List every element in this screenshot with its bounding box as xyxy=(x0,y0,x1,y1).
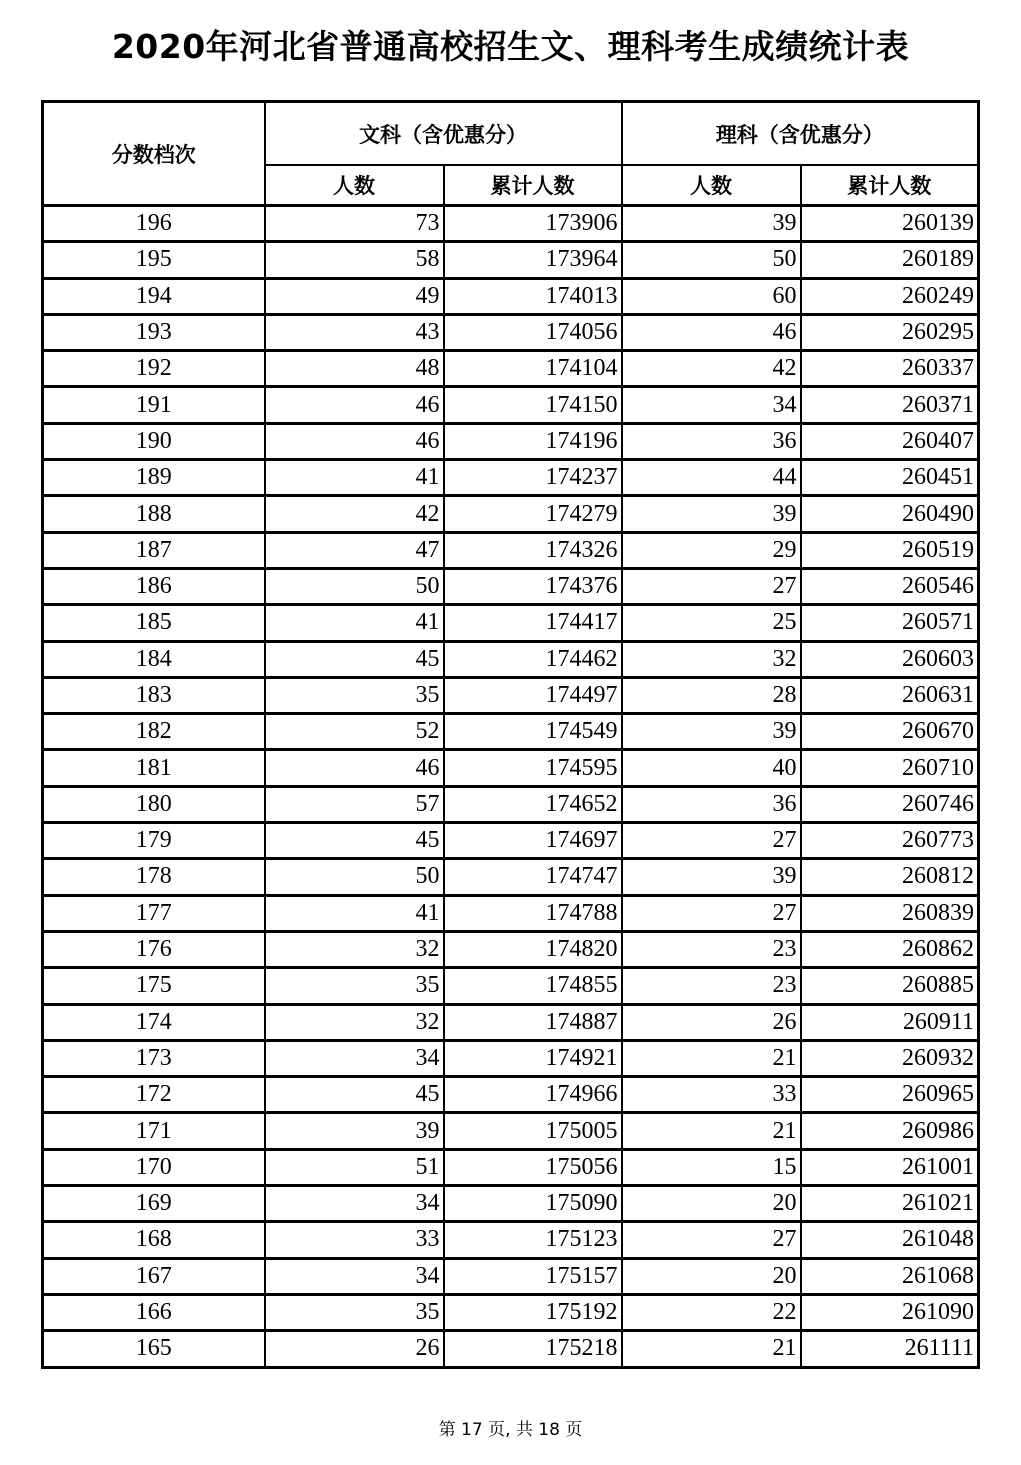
liberal-arts-cumulative-cell: 174462 xyxy=(444,641,622,677)
science-count-cell: 27 xyxy=(622,823,801,859)
science-cumulative-cell: 261048 xyxy=(801,1222,979,1258)
table-row xyxy=(43,460,979,496)
liberal-arts-cumulative-cell: 173906 xyxy=(444,206,622,242)
liberal-arts-cumulative-cell: 175090 xyxy=(444,1186,622,1222)
science-count-cell: 40 xyxy=(622,750,801,786)
liberal-arts-count-cell: 35 xyxy=(265,968,444,1004)
score-cell: 191 xyxy=(43,387,265,423)
liberal-arts-count-cell: 33 xyxy=(265,1222,444,1258)
science-count-cell: 46 xyxy=(622,314,801,350)
liberal-arts-count-cell: 34 xyxy=(265,1186,444,1222)
liberal-arts-count-cell: 32 xyxy=(265,931,444,967)
liberal-arts-count-cell: 46 xyxy=(265,423,444,459)
score-cell: 181 xyxy=(43,750,265,786)
science-count-cell: 50 xyxy=(622,242,801,278)
liberal-arts-count-cell: 46 xyxy=(265,750,444,786)
score-cell: 175 xyxy=(43,968,265,1004)
science-cumulative-cell: 260862 xyxy=(801,931,979,967)
liberal-arts-count-cell: 34 xyxy=(265,1258,444,1294)
liberal-arts-cumulative-cell: 174196 xyxy=(444,423,622,459)
science-cumulative-cell: 260295 xyxy=(801,314,979,350)
science-count-cell: 27 xyxy=(622,1222,801,1258)
liberal-arts-cumulative-cell: 174697 xyxy=(444,823,622,859)
science-cumulative-cell: 260965 xyxy=(801,1077,979,1113)
liberal-arts-count-cell: 32 xyxy=(265,1004,444,1040)
liberal-arts-cumulative-cell: 174887 xyxy=(444,1004,622,1040)
table-row xyxy=(43,1040,979,1076)
liberal-arts-cumulative-cell: 174921 xyxy=(444,1040,622,1076)
science-cumulative-cell: 260986 xyxy=(801,1113,979,1149)
liberal-arts-cumulative-cell: 174788 xyxy=(444,895,622,931)
score-cell: 166 xyxy=(43,1294,265,1330)
science-cumulative-cell: 260371 xyxy=(801,387,979,423)
score-cell: 182 xyxy=(43,714,265,750)
table-row xyxy=(43,1222,979,1258)
table-row xyxy=(43,1258,979,1294)
table-body xyxy=(43,206,979,1368)
table-row xyxy=(43,1077,979,1113)
liberal-arts-count-cell: 58 xyxy=(265,242,444,278)
liberal-arts-count-cell: 39 xyxy=(265,1113,444,1149)
table-row xyxy=(43,750,979,786)
liberal-arts-count-cell: 45 xyxy=(265,1077,444,1113)
table-row xyxy=(43,206,979,242)
liberal-arts-cumulative-cell: 174652 xyxy=(444,786,622,822)
liberal-arts-count-cell: 47 xyxy=(265,532,444,568)
science-count-cell: 23 xyxy=(622,931,801,967)
science-cumulative-cell: 260631 xyxy=(801,677,979,713)
score-cell: 169 xyxy=(43,1186,265,1222)
liberal-arts-cumulative-cell: 174326 xyxy=(444,532,622,568)
science-cumulative-cell: 260670 xyxy=(801,714,979,750)
science-count-cell: 20 xyxy=(622,1186,801,1222)
liberal-arts-count-cell: 48 xyxy=(265,351,444,387)
science-cumulative-cell: 260519 xyxy=(801,532,979,568)
liberal-arts-cumulative-cell: 175192 xyxy=(444,1294,622,1330)
score-cell: 190 xyxy=(43,423,265,459)
science-cumulative-cell: 260337 xyxy=(801,351,979,387)
table-row xyxy=(43,387,979,423)
science-count-cell: 60 xyxy=(622,278,801,314)
liberal-arts-cumulative-cell: 175056 xyxy=(444,1149,622,1185)
table-row xyxy=(43,1331,979,1367)
science-count-cell: 39 xyxy=(622,714,801,750)
science-cumulative-cell: 260571 xyxy=(801,605,979,641)
liberal-arts-count-cell: 51 xyxy=(265,1149,444,1185)
liberal-arts-count-cell: 35 xyxy=(265,1294,444,1330)
liberal-arts-cumulative-cell: 174376 xyxy=(444,568,622,604)
science-cumulative-cell: 260451 xyxy=(801,460,979,496)
score-cell: 196 xyxy=(43,206,265,242)
liberal-arts-count-cell: 26 xyxy=(265,1331,444,1367)
score-cell: 176 xyxy=(43,931,265,967)
liberal-arts-count-cell: 52 xyxy=(265,714,444,750)
score-cell: 193 xyxy=(43,314,265,350)
table-row xyxy=(43,895,979,931)
table-row xyxy=(43,568,979,604)
science-cumulative-cell: 260546 xyxy=(801,568,979,604)
liberal-arts-count-cell: 50 xyxy=(265,568,444,604)
table-row xyxy=(43,859,979,895)
science-count-cell: 15 xyxy=(622,1149,801,1185)
score-statistics-table xyxy=(41,100,980,1369)
liberal-arts-count-header: 人数 xyxy=(265,165,444,206)
liberal-arts-cumulative-cell: 174237 xyxy=(444,460,622,496)
score-cell: 178 xyxy=(43,859,265,895)
liberal-arts-cumulative-header: 累计人数 xyxy=(444,165,622,206)
science-count-cell: 23 xyxy=(622,968,801,1004)
liberal-arts-cumulative-cell: 174279 xyxy=(444,496,622,532)
science-cumulative-header: 累计人数 xyxy=(801,165,979,206)
liberal-arts-count-cell: 50 xyxy=(265,859,444,895)
score-cell: 185 xyxy=(43,605,265,641)
score-cell: 194 xyxy=(43,278,265,314)
science-cumulative-cell: 261111 xyxy=(801,1331,979,1367)
table-row xyxy=(43,314,979,350)
science-cumulative-cell: 260189 xyxy=(801,242,979,278)
science-cumulative-cell: 260839 xyxy=(801,895,979,931)
score-cell: 168 xyxy=(43,1222,265,1258)
liberal-arts-count-cell: 43 xyxy=(265,314,444,350)
score-level-header: 分数档次 xyxy=(43,102,265,206)
table-row xyxy=(43,496,979,532)
science-count-cell: 32 xyxy=(622,641,801,677)
table-row xyxy=(43,532,979,568)
science-count-cell: 21 xyxy=(622,1040,801,1076)
table-row xyxy=(43,931,979,967)
liberal-arts-cumulative-cell: 175218 xyxy=(444,1331,622,1367)
score-cell: 187 xyxy=(43,532,265,568)
table-row xyxy=(43,677,979,713)
score-cell: 192 xyxy=(43,351,265,387)
liberal-arts-cumulative-cell: 174549 xyxy=(444,714,622,750)
liberal-arts-count-cell: 34 xyxy=(265,1040,444,1076)
science-cumulative-cell: 261021 xyxy=(801,1186,979,1222)
liberal-arts-count-cell: 41 xyxy=(265,895,444,931)
liberal-arts-cumulative-cell: 174497 xyxy=(444,677,622,713)
table-row xyxy=(43,968,979,1004)
score-cell: 195 xyxy=(43,242,265,278)
science-group-header: 理科（含优惠分） xyxy=(622,102,979,166)
science-count-cell: 28 xyxy=(622,677,801,713)
liberal-arts-cumulative-cell: 174056 xyxy=(444,314,622,350)
science-cumulative-cell: 260407 xyxy=(801,423,979,459)
science-cumulative-cell: 260139 xyxy=(801,206,979,242)
liberal-arts-cumulative-cell: 174855 xyxy=(444,968,622,1004)
score-cell: 188 xyxy=(43,496,265,532)
science-count-cell: 21 xyxy=(622,1113,801,1149)
science-cumulative-cell: 260490 xyxy=(801,496,979,532)
table-row xyxy=(43,242,979,278)
liberal-arts-cumulative-cell: 174966 xyxy=(444,1077,622,1113)
liberal-arts-group-header: 文科（含优惠分） xyxy=(265,102,622,166)
liberal-arts-count-cell: 73 xyxy=(265,206,444,242)
liberal-arts-cumulative-cell: 175123 xyxy=(444,1222,622,1258)
science-cumulative-cell: 261001 xyxy=(801,1149,979,1185)
science-cumulative-cell: 260932 xyxy=(801,1040,979,1076)
liberal-arts-cumulative-cell: 174417 xyxy=(444,605,622,641)
science-count-cell: 20 xyxy=(622,1258,801,1294)
score-cell: 184 xyxy=(43,641,265,677)
liberal-arts-cumulative-cell: 174013 xyxy=(444,278,622,314)
science-cumulative-cell: 261068 xyxy=(801,1258,979,1294)
table-row xyxy=(43,278,979,314)
science-cumulative-cell: 260911 xyxy=(801,1004,979,1040)
table-row xyxy=(43,1186,979,1222)
science-count-cell: 36 xyxy=(622,786,801,822)
liberal-arts-count-cell: 45 xyxy=(265,641,444,677)
science-cumulative-cell: 260773 xyxy=(801,823,979,859)
table-row xyxy=(43,423,979,459)
liberal-arts-cumulative-cell: 174820 xyxy=(444,931,622,967)
table-row xyxy=(43,1113,979,1149)
table-row xyxy=(43,1149,979,1185)
page-title: 2020年河北省普通高校招生文、理科考生成绩统计表 xyxy=(111,27,910,66)
science-cumulative-cell: 261090 xyxy=(801,1294,979,1330)
score-cell: 173 xyxy=(43,1040,265,1076)
science-cumulative-cell: 260603 xyxy=(801,641,979,677)
liberal-arts-count-cell: 45 xyxy=(265,823,444,859)
science-count-header: 人数 xyxy=(622,165,801,206)
science-cumulative-cell: 260746 xyxy=(801,786,979,822)
liberal-arts-cumulative-cell: 174747 xyxy=(444,859,622,895)
score-cell: 167 xyxy=(43,1258,265,1294)
score-cell: 170 xyxy=(43,1149,265,1185)
page-number: 第 17 页, 共 18 页 xyxy=(438,1420,583,1440)
liberal-arts-count-cell: 57 xyxy=(265,786,444,822)
science-count-cell: 39 xyxy=(622,206,801,242)
liberal-arts-cumulative-cell: 174104 xyxy=(444,351,622,387)
score-cell: 180 xyxy=(43,786,265,822)
science-count-cell: 34 xyxy=(622,387,801,423)
liberal-arts-cumulative-cell: 174595 xyxy=(444,750,622,786)
liberal-arts-cumulative-cell: 174150 xyxy=(444,387,622,423)
score-cell: 172 xyxy=(43,1077,265,1113)
score-cell: 177 xyxy=(43,895,265,931)
liberal-arts-count-cell: 41 xyxy=(265,460,444,496)
table-row xyxy=(43,1294,979,1330)
score-cell: 186 xyxy=(43,568,265,604)
score-cell: 171 xyxy=(43,1113,265,1149)
liberal-arts-count-cell: 46 xyxy=(265,387,444,423)
science-cumulative-cell: 260885 xyxy=(801,968,979,1004)
table-row xyxy=(43,823,979,859)
science-count-cell: 33 xyxy=(622,1077,801,1113)
liberal-arts-count-cell: 42 xyxy=(265,496,444,532)
table-row xyxy=(43,351,979,387)
science-count-cell: 39 xyxy=(622,496,801,532)
science-count-cell: 27 xyxy=(622,895,801,931)
liberal-arts-count-cell: 35 xyxy=(265,677,444,713)
score-cell: 189 xyxy=(43,460,265,496)
science-count-cell: 42 xyxy=(622,351,801,387)
science-count-cell: 25 xyxy=(622,605,801,641)
science-count-cell: 21 xyxy=(622,1331,801,1367)
science-count-cell: 26 xyxy=(622,1004,801,1040)
table-row xyxy=(43,605,979,641)
score-cell: 179 xyxy=(43,823,265,859)
table-header xyxy=(43,102,979,206)
science-count-cell: 44 xyxy=(622,460,801,496)
science-count-cell: 36 xyxy=(622,423,801,459)
table-row xyxy=(43,714,979,750)
liberal-arts-cumulative-cell: 175157 xyxy=(444,1258,622,1294)
liberal-arts-count-cell: 41 xyxy=(265,605,444,641)
science-count-cell: 29 xyxy=(622,532,801,568)
score-cell: 165 xyxy=(43,1331,265,1367)
table-row xyxy=(43,786,979,822)
science-cumulative-cell: 260710 xyxy=(801,750,979,786)
liberal-arts-cumulative-cell: 175005 xyxy=(444,1113,622,1149)
liberal-arts-count-cell: 49 xyxy=(265,278,444,314)
science-count-cell: 27 xyxy=(622,568,801,604)
liberal-arts-cumulative-cell: 173964 xyxy=(444,242,622,278)
score-cell: 183 xyxy=(43,677,265,713)
table-row xyxy=(43,641,979,677)
science-count-cell: 39 xyxy=(622,859,801,895)
science-count-cell: 22 xyxy=(622,1294,801,1330)
score-cell: 174 xyxy=(43,1004,265,1040)
table-row xyxy=(43,1004,979,1040)
science-cumulative-cell: 260812 xyxy=(801,859,979,895)
science-cumulative-cell: 260249 xyxy=(801,278,979,314)
